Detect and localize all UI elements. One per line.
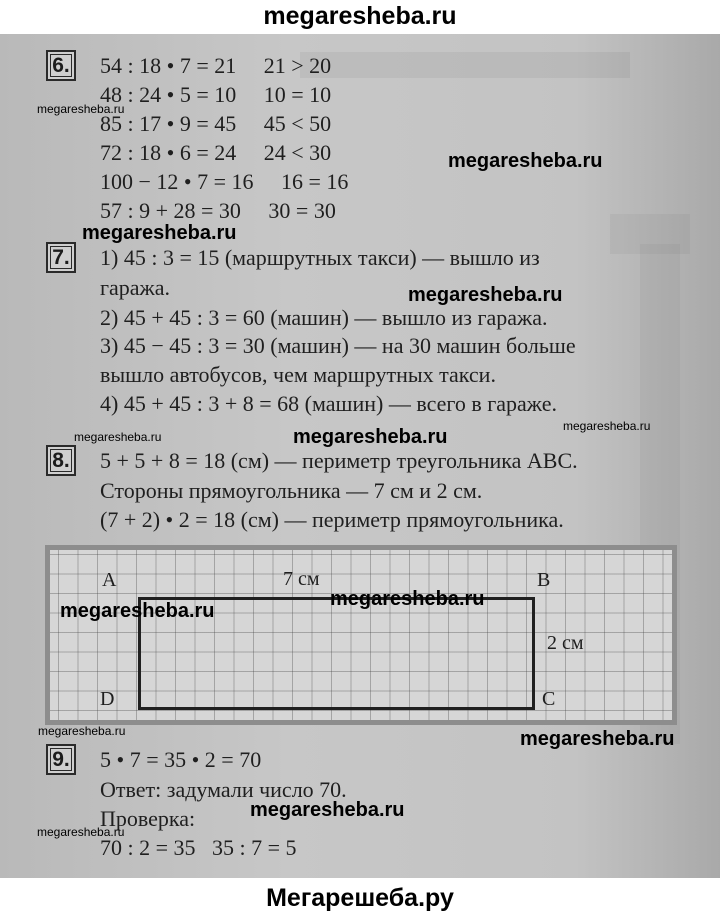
task-7-line: 1) 45 : 3 = 15 (маршрутных такси) — вышло из — [100, 245, 540, 270]
task-7-line: 3) 45 − 45 : 3 = 30 (машин) — на 30 машин больше — [100, 333, 576, 358]
rectangle-grid-figure — [45, 545, 677, 725]
bleed-through-shape — [300, 52, 630, 78]
watermark: megaresheba.ru — [448, 150, 603, 172]
task-9-number-box: 9. — [46, 744, 76, 775]
watermark: megaresheba.ru — [250, 799, 405, 821]
watermark: megaresheba.ru — [74, 430, 162, 444]
task-7-line: 4) 45 + 45 : 3 + 8 = 68 (машин) — всего в гараже. — [100, 391, 557, 416]
task-9-line: Проверка: — [100, 806, 196, 831]
watermark: megaresheba.ru — [38, 724, 126, 738]
task-8-line: Стороны прямоугольника — 7 см и 2 см. — [100, 478, 483, 503]
task-9-line: 5 • 7 = 35 • 2 = 70 — [100, 747, 262, 772]
task-6-line: 85 : 17 • 9 = 45 45 < 50 — [100, 111, 332, 136]
vertex-d-label: D — [100, 688, 115, 710]
bottom-site-banner[interactable]: Мегарешеба.ру — [0, 878, 720, 917]
task-6-number-box: 6. — [46, 50, 76, 81]
task-8-number-box: 8. — [46, 445, 76, 476]
task-6-line: 54 : 18 • 7 = 21 21 > 20 — [100, 53, 332, 78]
watermark: megaresheba.ru — [563, 419, 651, 433]
top-side-length-label: 7 см — [283, 568, 320, 590]
task-9-line: 70 : 2 = 35 35 : 7 = 5 — [100, 835, 297, 860]
task-6-line: 48 : 24 • 5 = 10 10 = 10 — [100, 82, 332, 107]
watermark: megaresheba.ru — [330, 588, 485, 610]
watermark: megaresheba.ru — [408, 284, 563, 306]
watermark: megaresheba.ru — [520, 728, 675, 750]
task-9-line: Ответ: задумали число 70. — [100, 777, 347, 802]
textbook-page — [0, 34, 720, 878]
vertex-b-label: B — [537, 569, 551, 591]
task-7-number-box: 7. — [46, 242, 76, 273]
vertex-a-label: A — [102, 569, 117, 591]
watermark: megaresheba.ru — [37, 825, 125, 839]
task-6-line: 57 : 9 + 28 = 30 30 = 30 — [100, 198, 336, 223]
task-8-line: (7 + 2) • 2 = 18 (см) — периметр прямоугольника. — [100, 507, 564, 532]
task-6-line: 100 − 12 • 7 = 16 16 = 16 — [100, 169, 349, 194]
right-side-length-label: 2 см — [547, 632, 584, 654]
task-7-line: гаража. — [100, 275, 171, 300]
vertex-c-label: C — [542, 688, 556, 710]
task-6-line: 72 : 18 • 6 = 24 24 < 30 — [100, 140, 332, 165]
watermark: megaresheba.ru — [82, 222, 237, 244]
task-8-line: 5 + 5 + 8 = 18 (см) — периметр треугольника ABC. — [100, 448, 578, 473]
watermark: megaresheba.ru — [37, 102, 125, 116]
watermark: megaresheba.ru — [293, 426, 448, 448]
task-7-line: вышло автобусов, чем маршрутных такси. — [100, 362, 496, 387]
task-7-line: 2) 45 + 45 : 3 = 60 (машин) — вышло из гаража. — [100, 305, 548, 330]
top-site-banner[interactable]: megaresheba.ru — [0, 0, 720, 34]
watermark: megaresheba.ru — [60, 600, 215, 622]
